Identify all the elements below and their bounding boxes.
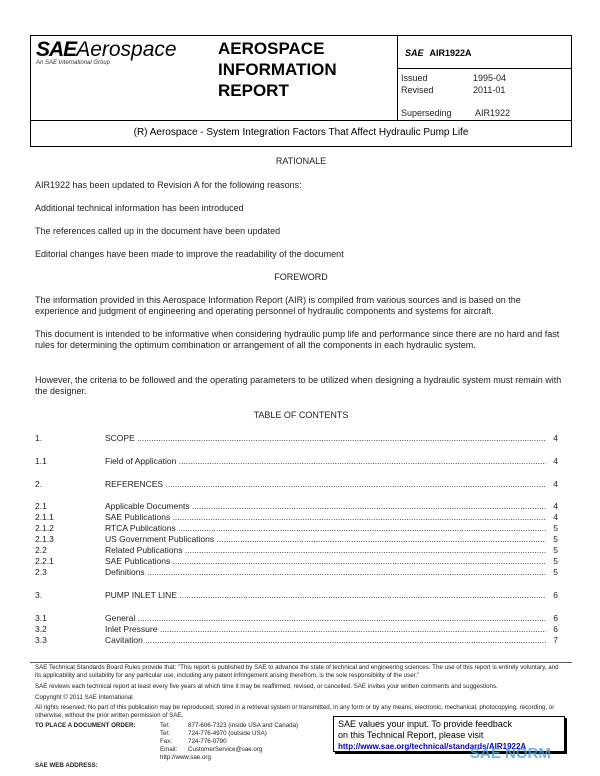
- toc-title[interactable]: Cavitation .....: [105, 635, 546, 645]
- toc-title[interactable]: REFERENCES .....: [105, 479, 546, 489]
- rationale-para: The references called up in the document have been updated: [35, 226, 281, 236]
- toc-title[interactable]: Field of Application .....: [105, 456, 546, 466]
- report-type-line: AEROSPACE: [218, 39, 325, 58]
- contact-label: Tel:: [160, 730, 170, 737]
- watermark: SAE NORM: [470, 745, 551, 762]
- revised-label: Revised: [401, 85, 434, 95]
- toc-page: 6: [553, 624, 558, 634]
- rationale-para: AIR1922 has been updated to Revision A for the following reasons:: [35, 180, 302, 190]
- doc-number-text: AIR1922A: [429, 48, 472, 58]
- toc-number: 1.1: [35, 456, 47, 466]
- toc-entry[interactable]: [35, 567, 558, 578]
- toc-heading: TABLE OF CONTENTS: [253, 410, 349, 420]
- logo-word: Aerospace: [76, 38, 177, 61]
- superseding-label: Superseding: [401, 108, 452, 118]
- foreword-para: However, the criteria to be followed and the operating parameters to be utilized when designing a hydraulic system must remain with the designer.: [35, 375, 562, 396]
- revised-value: 2011-01: [473, 85, 506, 95]
- toc-entry[interactable]: [35, 534, 558, 545]
- toc-title[interactable]: PUMP INLET LINE .....: [105, 590, 546, 600]
- toc-entry[interactable]: [35, 512, 558, 523]
- report-type-line: INFORMATION: [218, 60, 337, 79]
- toc-title[interactable]: Inlet Pressure .....: [105, 624, 546, 634]
- toc-page: 6: [553, 613, 558, 623]
- toc-entry[interactable]: [35, 523, 558, 534]
- logo-subtitle: An SAE International Group: [36, 60, 111, 66]
- toc-entry[interactable]: [35, 613, 558, 624]
- web-address[interactable]: http://www.sae.org: [160, 754, 211, 761]
- toc-page: 4: [553, 456, 558, 466]
- toc-title[interactable]: General .....: [105, 613, 546, 623]
- sae-aerospace-logo: [36, 38, 177, 62]
- toc-number: 3.3: [35, 635, 47, 645]
- foreword-para: The information provided in this Aerospace Information Report (AIR) is compiled from various sources and is based on the experience and judgment of engineering and operating personnel of hydraulic components and systems for aircraft.: [35, 295, 521, 316]
- contact-label: Fax:: [160, 738, 173, 745]
- foreword-para: This document is intended to be informative when considering hydraulic pump life and performance since there are no hard and fast rules for determining the optimum combination or arrangement of all the components in each hydraulic system.: [35, 329, 560, 350]
- issued-label: Issued: [401, 73, 428, 83]
- web-label: SAE WEB ADDRESS:: [35, 762, 98, 769]
- toc-number: 2.2.1: [35, 556, 54, 566]
- toc-number: 1.: [35, 433, 43, 443]
- toc-page: 7: [553, 635, 558, 645]
- contacts: [160, 722, 330, 762]
- superseding-value: AIR1922: [475, 108, 511, 118]
- contact-row: [160, 730, 330, 738]
- toc-entry[interactable]: [35, 590, 558, 601]
- contact-label: Tel:: [160, 722, 170, 729]
- toc-title[interactable]: Definitions .....: [105, 567, 546, 577]
- feedback-link[interactable]: http://www.sae.org/technical/standards/AIR1922A: [338, 742, 527, 751]
- document-title: (R) Aerospace - System Integration Factors That Affect Hydraulic Pump Life: [133, 127, 469, 138]
- toc-title[interactable]: SCOPE .....: [105, 433, 546, 443]
- contact-value: 724-776-0790: [188, 738, 227, 745]
- toc-page: 5: [553, 534, 558, 544]
- doc-number: [405, 48, 472, 58]
- toc-title[interactable]: RTCA Publications .....: [105, 523, 546, 533]
- toc-page: 5: [553, 567, 558, 577]
- toc-page: 4: [553, 512, 558, 522]
- logo-sae: SAE: [36, 38, 77, 61]
- toc-number: 2.3: [35, 567, 47, 577]
- toc-entry[interactable]: [35, 624, 558, 635]
- copyright: Copyright © 2011 SAE International: [35, 694, 133, 701]
- toc-number: 3.2: [35, 624, 47, 634]
- toc-number: 2.1: [35, 501, 47, 511]
- feedback-text: on this Technical Report, please visit: [338, 730, 484, 740]
- toc-entry[interactable]: [35, 545, 558, 556]
- toc-number: 2.1.3: [35, 534, 54, 544]
- toc-page: 4: [553, 479, 558, 489]
- toc-page: 4: [553, 433, 558, 443]
- toc-number: 3.1: [35, 613, 47, 623]
- issued-value: 1995-04: [473, 73, 507, 83]
- foreword-heading: FOREWORD: [274, 272, 328, 282]
- contact-value: 724-776-4970 (outside USA): [188, 730, 267, 737]
- contact-label: Email:: [160, 746, 178, 753]
- feedback-text: SAE values your input. To provide feedback: [338, 719, 512, 729]
- contact-email[interactable]: CustomerService@sae.org: [188, 746, 263, 753]
- toc-title[interactable]: SAE Publications .....: [105, 512, 546, 522]
- toc-title[interactable]: US Government Publications .....: [105, 534, 546, 544]
- contact-row: [160, 722, 330, 730]
- toc-title[interactable]: SAE Publications .....: [105, 556, 546, 566]
- divider: [30, 120, 572, 121]
- toc-page: 6: [553, 590, 558, 600]
- contact-row: [160, 746, 330, 754]
- order-label: TO PLACE A DOCUMENT ORDER:: [35, 722, 136, 729]
- toc-entry[interactable]: [35, 479, 558, 490]
- contact-row: [160, 738, 330, 746]
- toc-page: 5: [553, 545, 558, 555]
- toc-entry[interactable]: [35, 635, 558, 646]
- divider: [397, 68, 572, 69]
- rights: All rights reserved. No part of this publication may be reproduced, stored in a retrieval system or transmitted, in any form or by any means, electronic, mechanical, photocopying, recording, or otherwise, without the prior written permission of SAE.: [35, 704, 555, 719]
- toc-number: 2.1.1: [35, 512, 54, 522]
- toc-number: 2.: [35, 479, 43, 489]
- divider: [30, 662, 572, 663]
- toc-number: 2.1.2: [35, 523, 54, 533]
- review-note: SAE reviews each technical report at least every five years at which time it may be reaffirmed, revised, or cancelled. SAE invites your written comments and suggestions.: [35, 683, 498, 690]
- small-sae-logo: SAE: [405, 48, 424, 58]
- rationale-heading: RATIONALE: [275, 156, 327, 166]
- toc-page: 4: [553, 501, 558, 511]
- board-rules: SAE Technical Standards Board Rules provide that: "This report is published by SAE to advance the state of technical and engineering sciences. The use of this report is entirely voluntary, and its applicability and suitability for any particular use, including any patent infringement arising therefrom, is the sole responsibility of the user.": [35, 664, 559, 679]
- toc-page: 5: [553, 556, 558, 566]
- contact-value: 877-606-7323 (inside USA and Canada): [188, 722, 299, 729]
- toc-number: 3.: [35, 590, 43, 600]
- toc-page: 5: [553, 523, 558, 533]
- toc-entry[interactable]: [35, 456, 558, 467]
- report-type: [218, 38, 337, 101]
- toc-entry[interactable]: [35, 433, 558, 444]
- toc-title[interactable]: Applicable Documents .....: [105, 501, 546, 511]
- toc-number: 2.2: [35, 545, 47, 555]
- rationale-para: Editorial changes have been made to improve the readability of the document: [35, 249, 344, 259]
- report-type-line: REPORT: [218, 81, 289, 100]
- divider: [397, 35, 398, 120]
- rationale-para: Additional technical information has been introduced: [35, 203, 244, 213]
- toc-entry[interactable]: [35, 556, 558, 567]
- toc-title[interactable]: Related Publications .....: [105, 545, 546, 555]
- toc-entry[interactable]: [35, 501, 558, 512]
